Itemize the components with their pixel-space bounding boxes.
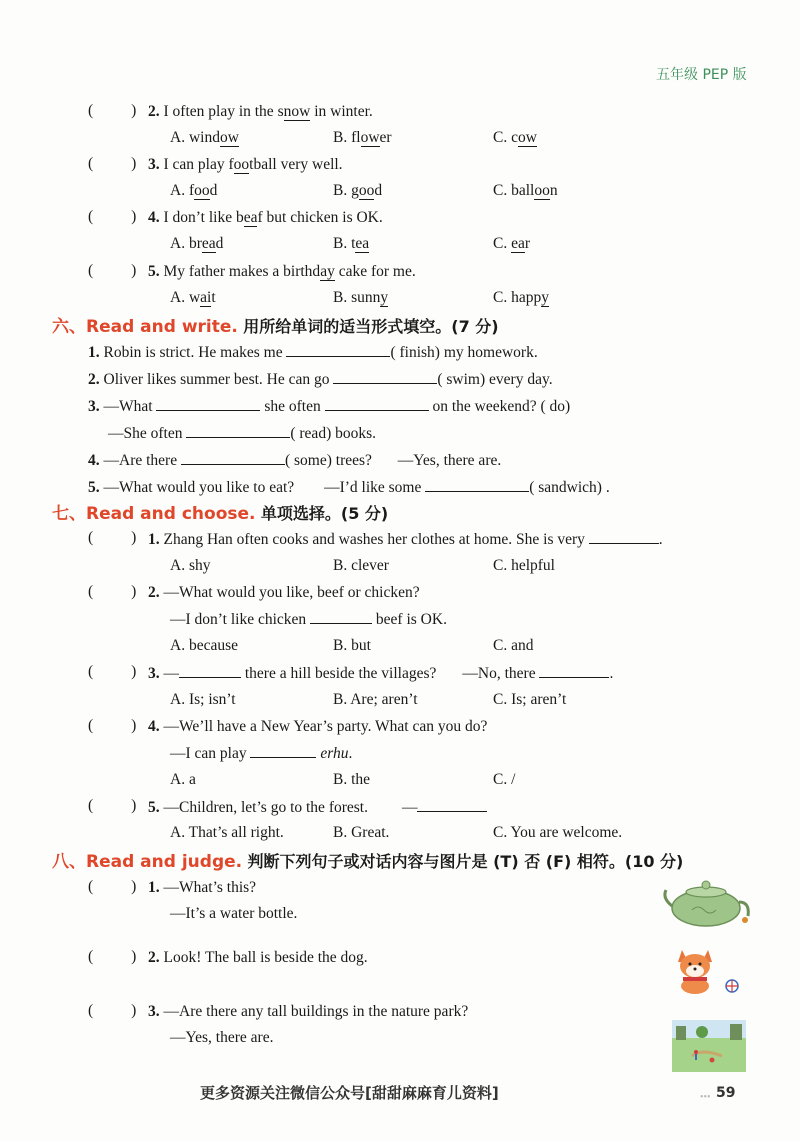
phonics-question <box>148 155 343 175</box>
question-text: erhu <box>320 745 349 762</box>
answer-bracket[interactable] <box>88 717 136 735</box>
s6-q5 <box>88 477 610 498</box>
answer-blank[interactable] <box>425 477 529 492</box>
option-letter: C. <box>493 235 512 252</box>
answer-blank[interactable] <box>310 609 372 624</box>
answer-option[interactable] <box>493 181 558 201</box>
option-letter: A. <box>170 129 189 146</box>
underlined-letters: ea <box>243 209 258 226</box>
answer-option[interactable] <box>333 636 371 656</box>
section-title-cn: 判断下列句子或对话内容与图片是 (T) 否 (F) 相符。(10 分) <box>247 852 684 871</box>
question-text: ( swim) every day. <box>437 371 553 388</box>
phonics-question <box>148 262 416 282</box>
section-title-cn: 单项选择。(5 分) <box>260 504 389 523</box>
question-text: —I can play <box>170 745 247 762</box>
question-number: 2. <box>148 103 160 120</box>
underlined-letters: ay <box>320 263 335 280</box>
bracket-open: ( <box>88 948 94 965</box>
dog-and-ball-image <box>672 944 744 996</box>
question-number: 3. <box>148 665 160 682</box>
question-number: 3. <box>148 1003 160 1020</box>
answer-option[interactable] <box>333 823 389 843</box>
option-text: A. a <box>170 771 196 788</box>
answer-bracket[interactable] <box>88 878 136 896</box>
answer-option[interactable] <box>493 556 555 576</box>
question-text: —No, there <box>462 665 536 682</box>
answer-bracket[interactable] <box>88 262 136 280</box>
bracket-close: ) <box>131 878 137 895</box>
answer-blank[interactable] <box>333 369 437 384</box>
question-text: ( read) books. <box>290 425 377 442</box>
question-number: 2. <box>148 949 160 966</box>
option-letter: A. <box>170 289 189 306</box>
question-line <box>148 878 256 898</box>
option-letter: B. <box>333 235 352 252</box>
section-7-heading <box>52 503 388 525</box>
underlined-letters: ow <box>517 129 537 146</box>
question-text: cake for me. <box>334 263 416 280</box>
answer-option[interactable] <box>333 181 382 201</box>
underlined-letters: ea <box>355 235 370 252</box>
question-text: —What’s this? <box>163 879 257 896</box>
answer-blank[interactable] <box>181 450 285 465</box>
question-text: I don’t like b <box>163 209 244 226</box>
s6-q2 <box>88 369 553 390</box>
question-text: Robin is strict. He makes me <box>103 344 283 361</box>
answer-option[interactable] <box>493 288 549 308</box>
question-text: ( some) trees? <box>284 452 372 469</box>
page-number: 59 <box>716 1085 736 1101</box>
option-text: C. helpful <box>493 557 555 574</box>
question-text: f but chicken is OK. <box>257 209 383 226</box>
question-text: —Yes, there are. <box>170 1029 274 1046</box>
option-letter: B. <box>333 182 352 199</box>
bracket-open: ( <box>88 155 94 172</box>
phonics-question <box>148 102 373 122</box>
option-text: er <box>379 129 392 146</box>
option-text: C. and <box>493 637 534 654</box>
question-text: ( sandwich) . <box>529 479 610 496</box>
question-number: 5. <box>88 479 100 496</box>
underlined-letters: oo <box>358 182 375 199</box>
question-text: —I don’t like chicken <box>170 611 307 628</box>
answer-blank[interactable] <box>186 423 290 438</box>
question-number: 2. <box>88 371 100 388</box>
option-letter: A. <box>170 235 189 252</box>
answer-option[interactable] <box>493 690 566 710</box>
answer-option[interactable] <box>170 234 223 254</box>
grade-label: 五年级 PEP 版 <box>656 67 747 83</box>
option-letter: C. <box>493 182 512 199</box>
answer-option[interactable] <box>170 636 238 656</box>
option-text: A. because <box>170 637 238 654</box>
bracket-close: ) <box>131 102 137 119</box>
s6-q3 <box>88 396 570 417</box>
option-text: d <box>374 182 383 199</box>
answer-option[interactable] <box>170 128 239 148</box>
question-line <box>148 583 420 603</box>
bracket-open: ( <box>88 208 94 225</box>
answer-option[interactable] <box>333 690 418 710</box>
s6-q4 <box>88 450 501 471</box>
option-letter: B. <box>333 129 352 146</box>
answer-blank[interactable] <box>589 529 659 544</box>
question-number: 1. <box>148 531 160 548</box>
bracket-close: ) <box>131 155 137 172</box>
option-text: C. Is; aren’t <box>493 691 567 708</box>
bracket-open: ( <box>88 878 94 895</box>
question-line <box>170 609 447 630</box>
answer-option[interactable] <box>170 288 216 308</box>
question-number: 4. <box>88 452 100 469</box>
answer-option[interactable] <box>333 770 370 790</box>
nature-park-image <box>672 1020 746 1072</box>
option-text: r <box>524 235 531 252</box>
question-text: Look! The ball is beside the dog. <box>163 949 368 966</box>
option-text: sunn <box>351 289 381 306</box>
question-text: —She often <box>108 425 183 442</box>
question-number: 5. <box>148 263 160 280</box>
question-line <box>170 1028 273 1048</box>
answer-option[interactable] <box>333 288 388 308</box>
option-letter: B. <box>333 289 352 306</box>
section-title-en: Read and judge. <box>86 852 243 872</box>
bracket-close: ) <box>131 1002 137 1019</box>
answer-bracket[interactable] <box>88 797 136 815</box>
option-text: B. Are; aren’t <box>333 691 418 708</box>
answer-blank[interactable] <box>250 743 316 758</box>
answer-blank[interactable] <box>286 342 390 357</box>
question-text: — <box>163 665 179 682</box>
answer-option[interactable] <box>493 234 530 254</box>
question-text: . <box>348 745 353 762</box>
underlined-letters: ea <box>201 235 216 252</box>
answer-bracket[interactable] <box>88 663 136 681</box>
option-text: g <box>351 182 359 199</box>
question-number: 2. <box>148 584 160 601</box>
question-number: 4. <box>148 718 160 735</box>
question-line <box>148 529 663 550</box>
question-text: I can play f <box>163 156 234 173</box>
question-text: —What would you like, beef or chicken? <box>163 584 420 601</box>
option-text: A. shy <box>170 557 211 574</box>
question-number: 1. <box>88 344 100 361</box>
question-number: 3. <box>148 156 160 173</box>
section-6-heading <box>52 316 499 338</box>
answer-bracket[interactable] <box>88 529 136 547</box>
underlined-letters: ea <box>511 235 525 252</box>
question-number: 5. <box>148 799 160 816</box>
section-index: 七、 <box>52 504 86 524</box>
question-text: —It’s a water bottle. <box>170 905 298 922</box>
option-text: A. Is; isn’t <box>170 691 236 708</box>
question-text: —Are there any tall buildings in the nature park? <box>163 1003 469 1020</box>
question-text: beef is OK. <box>375 611 447 628</box>
underlined-letters: ai <box>200 289 212 306</box>
question-line <box>148 663 613 684</box>
option-text: c <box>511 129 518 146</box>
option-letter: C. <box>493 129 512 146</box>
option-text: fl <box>351 129 361 146</box>
bracket-close: ) <box>131 663 137 680</box>
option-text: d <box>209 182 218 199</box>
section-index: 六、 <box>52 317 86 337</box>
answer-option[interactable] <box>170 823 284 843</box>
answer-blank[interactable] <box>539 663 609 678</box>
question-text: —Are there <box>103 452 178 469</box>
answer-option[interactable] <box>493 128 537 148</box>
question-text: —We’ll have a New Year’s party. What can you do? <box>163 718 488 735</box>
bracket-close: ) <box>131 797 137 814</box>
answer-bracket[interactable] <box>88 1002 136 1020</box>
section-index: 八、 <box>52 852 86 872</box>
question-text: . <box>658 531 663 548</box>
underlined-letters: ow <box>360 129 380 146</box>
answer-option[interactable] <box>170 181 217 201</box>
option-text: n <box>549 182 558 199</box>
bracket-close: ) <box>131 948 137 965</box>
question-number: 3. <box>88 398 100 415</box>
option-text: t <box>351 235 356 252</box>
option-text: br <box>188 235 202 252</box>
option-letter: A. <box>170 182 189 199</box>
section-title-en: Read and write. <box>86 317 238 337</box>
underlined-letters: oo <box>194 182 210 199</box>
decorative-dots: ••• <box>700 1092 711 1103</box>
option-text: B. clever <box>333 557 389 574</box>
bracket-open: ( <box>88 583 94 600</box>
answer-option[interactable] <box>333 128 392 148</box>
bracket-open: ( <box>88 102 94 119</box>
question-text: she often <box>264 398 321 415</box>
answer-option[interactable] <box>493 823 622 843</box>
question-text: —I’d like some <box>324 479 422 496</box>
answer-bracket[interactable] <box>88 102 136 120</box>
question-text: there a hill beside the villages? <box>244 665 437 682</box>
option-text: C. You are welcome. <box>493 824 623 841</box>
s6-q3-line2 <box>108 423 376 444</box>
answer-blank[interactable] <box>417 797 487 812</box>
question-line <box>170 743 352 764</box>
answer-blank[interactable] <box>325 396 429 411</box>
question-text: s <box>277 103 284 120</box>
question-text: Oliver likes summer best. He can go <box>103 371 330 388</box>
bracket-open: ( <box>88 529 94 546</box>
question-line <box>148 948 368 968</box>
answer-option[interactable] <box>170 690 236 710</box>
question-text: on the weekend? ( do) <box>432 398 571 415</box>
option-letter: C. <box>493 289 512 306</box>
bracket-open: ( <box>88 1002 94 1019</box>
bracket-open: ( <box>88 262 94 279</box>
question-text: My father makes a birthd <box>163 263 321 280</box>
answer-option[interactable] <box>170 770 196 790</box>
answer-option[interactable] <box>333 234 369 254</box>
option-text: w <box>188 289 201 306</box>
question-text: —Children, let’s go to the forest. <box>163 799 368 816</box>
question-text: tball very well. <box>249 156 343 173</box>
question-line <box>148 797 487 818</box>
question-text: in winter. <box>310 103 373 120</box>
answer-blank[interactable] <box>179 663 241 678</box>
bracket-close: ) <box>131 717 137 734</box>
option-text: C. / <box>493 771 516 788</box>
answer-option[interactable] <box>493 770 515 790</box>
question-text: I often play in the <box>163 103 278 120</box>
answer-bracket[interactable] <box>88 208 136 226</box>
answer-option[interactable] <box>170 556 210 576</box>
question-number: 4. <box>148 209 160 226</box>
option-text: B. the <box>333 771 371 788</box>
underlined-letters: oo <box>534 182 550 199</box>
answer-bracket[interactable] <box>88 155 136 173</box>
answer-blank[interactable] <box>156 396 260 411</box>
answer-option[interactable] <box>333 556 389 576</box>
question-text: — <box>401 799 418 816</box>
question-line <box>148 1002 468 1022</box>
option-text: B. Great. <box>333 824 390 841</box>
answer-option[interactable] <box>493 636 533 656</box>
underlined-letters: y <box>380 289 389 306</box>
question-text: ( finish) my homework. <box>390 344 538 361</box>
question-text: —What would you like to eat? <box>103 479 295 496</box>
bracket-close: ) <box>131 208 137 225</box>
bracket-open: ( <box>88 717 94 734</box>
option-text: wind <box>188 129 220 146</box>
option-text: A. That’s all right. <box>170 824 284 841</box>
section-title-cn: 用所给单词的适当形式填空。(7 分) <box>243 317 499 336</box>
option-text: ball <box>511 182 535 199</box>
teapot-image <box>662 872 754 930</box>
underlined-letters: now <box>283 103 311 120</box>
bracket-close: ) <box>131 529 137 546</box>
option-text: f <box>188 182 195 199</box>
question-line <box>148 717 487 737</box>
footer-text: 更多资源关注微信公众号[甜甜麻麻育儿资料] <box>200 1084 499 1102</box>
bracket-open: ( <box>88 797 94 814</box>
s6-q1 <box>88 342 538 363</box>
question-number: 1. <box>148 879 160 896</box>
question-line <box>170 904 297 924</box>
bracket-close: ) <box>131 583 137 600</box>
option-text: t <box>211 289 216 306</box>
option-text: d <box>215 235 224 252</box>
bracket-open: ( <box>88 663 94 680</box>
phonics-question <box>148 208 383 228</box>
bracket-close: ) <box>131 262 137 279</box>
underlined-letters: ow <box>219 129 239 146</box>
question-text: —What <box>103 398 153 415</box>
section-8-heading <box>52 851 683 873</box>
question-text: . <box>609 665 614 682</box>
answer-bracket[interactable] <box>88 948 136 966</box>
option-text: B. but <box>333 637 371 654</box>
answer-bracket[interactable] <box>88 583 136 601</box>
question-text: Zhang Han often cooks and washes her clothes at home. She is very <box>163 531 585 548</box>
section-title-en: Read and choose. <box>86 504 256 524</box>
question-text: —Yes, there are. <box>397 452 502 469</box>
underlined-letters: y <box>541 289 549 306</box>
option-text: happ <box>511 289 542 306</box>
underlined-letters: oo <box>233 156 250 173</box>
